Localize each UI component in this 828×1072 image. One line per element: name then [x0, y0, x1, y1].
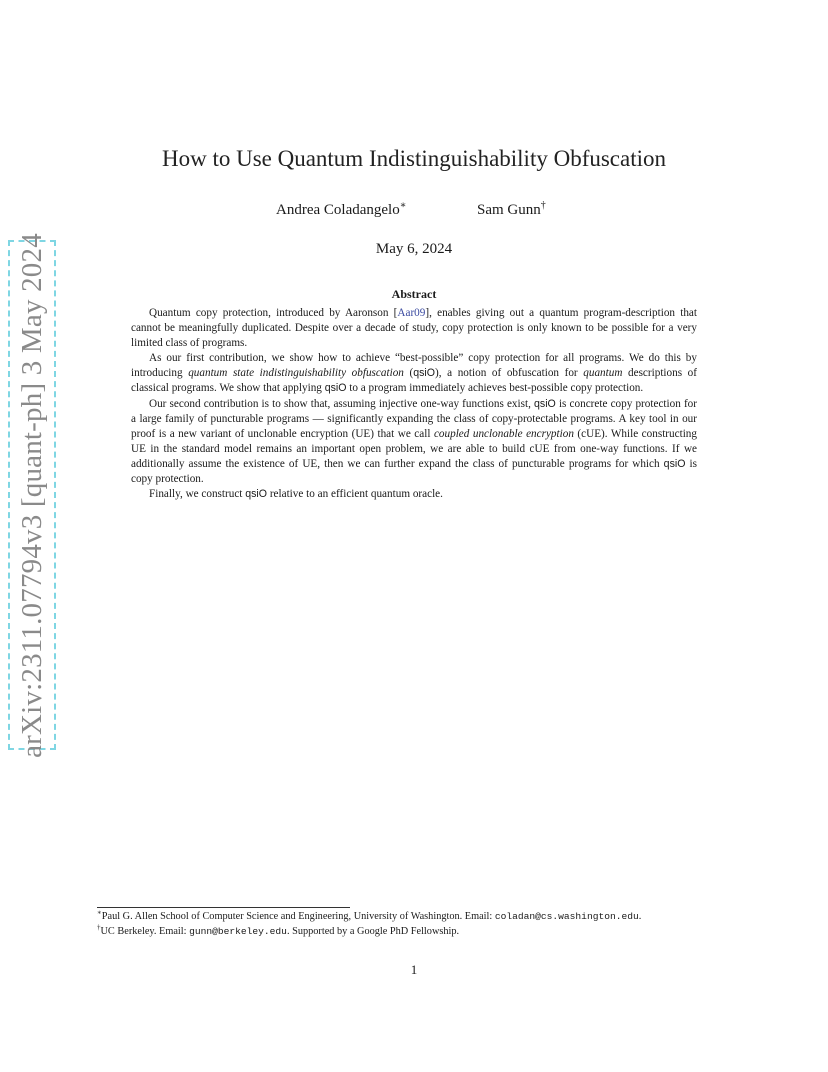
author-footnote-mark[interactable]: † — [540, 200, 546, 211]
abstract-body — [131, 306, 697, 502]
email-address[interactable]: coladan@cs.washington.edu — [494, 911, 639, 922]
abstract-paragraph — [131, 351, 697, 396]
emphasis: quantum state indistinguishability obfuscation — [188, 367, 404, 380]
footnote-text: Paul G. Allen School of Computer Science and Engineering, University of Washington. Email: — [101, 911, 495, 922]
abstract-paragraph — [131, 487, 697, 502]
qsio-term: qsiO — [663, 457, 686, 470]
emphasis: quantum — [583, 367, 623, 380]
publication-date: May 6, 2024 — [375, 241, 453, 257]
text-run: relative to an efficient quantum oracle. — [267, 488, 443, 501]
footnotes — [97, 910, 747, 939]
abstract-paragraph — [131, 397, 697, 488]
footnote-coladangelo — [97, 910, 747, 925]
text-run: Quantum copy protection, introduced by Aaronson [ — [149, 307, 398, 319]
text-run: ( — [403, 367, 414, 380]
email-address[interactable]: gunn@berkeley.edu — [189, 925, 287, 937]
arxiv-identifier-stamp — [8, 232, 56, 758]
qsio-term: qsiO — [245, 488, 268, 501]
arxiv-identifier-text: arXiv:2311.07794v3 [quant-ph] 3 May 2024 — [15, 232, 48, 758]
text-run: ], enables giving out a quantum program-description that cannot be meaningfully duplicated. Despite over a decade of study, copy protection is only known to be possible for a very limited class of programs. — [131, 307, 697, 350]
footnote-divider — [97, 907, 350, 908]
qsio-term: qsiO — [534, 397, 556, 410]
text-run: is concrete copy protection for a large family of puncturable programs — significantly expanding the class of copy-protectable programs. A key tool in our proof is a new variant of unclonable encryption (UE) that we call — [131, 397, 697, 440]
text-run: (cUE). While constructing UE in the standard model remains an important open problem, we are able to build cUE from one-way functions. If we additionally assume the existence of UE, then we can further expand the class of puncturable programs for which — [131, 427, 697, 470]
footnote-mark: † — [97, 923, 101, 932]
qsio-term: qsiO — [324, 382, 347, 395]
citation-link[interactable]: Aar09 — [397, 307, 426, 319]
author-gunn — [477, 202, 546, 219]
text-run: As our first contribution, we show how to achieve “best-possible” copy protection for all programs. We do this by introducing — [131, 352, 697, 380]
text-run: to a program immediately achieves best-possible copy protection. — [346, 382, 644, 395]
footnote-text: . — [638, 911, 642, 922]
qsio-term: qsiO — [413, 367, 436, 380]
paper-title: How to Use Quantum Indistinguishability Obfuscation — [161, 146, 667, 171]
footnote-text: UC Berkeley. Email: — [100, 925, 190, 937]
author-coladangelo — [276, 202, 407, 219]
emphasis: coupled unclonable encryption — [433, 427, 574, 440]
text-run: Our second contribution is to show that, assuming injective one-way functions exist, — [149, 397, 535, 410]
abstract-paragraph — [131, 306, 697, 351]
page-number: 1 — [410, 962, 418, 977]
footnote-text: . Supported by a Google PhD Fellowship. — [286, 925, 460, 937]
text-run: descriptions of classical programs. We show that applying — [131, 367, 698, 395]
text-run: ), a notion of obfuscation for — [435, 367, 584, 380]
footnote-gunn — [97, 925, 747, 940]
footnote-mark: ∗ — [97, 908, 102, 917]
text-run: Finally, we construct — [149, 488, 246, 501]
text-run: is copy protection. — [131, 457, 697, 486]
abstract-heading: Abstract — [391, 287, 437, 301]
author-name: Andrea Coladangelo — [276, 202, 400, 218]
author-footnote-mark[interactable]: ∗ — [399, 200, 407, 211]
author-name: Sam Gunn — [477, 202, 541, 218]
